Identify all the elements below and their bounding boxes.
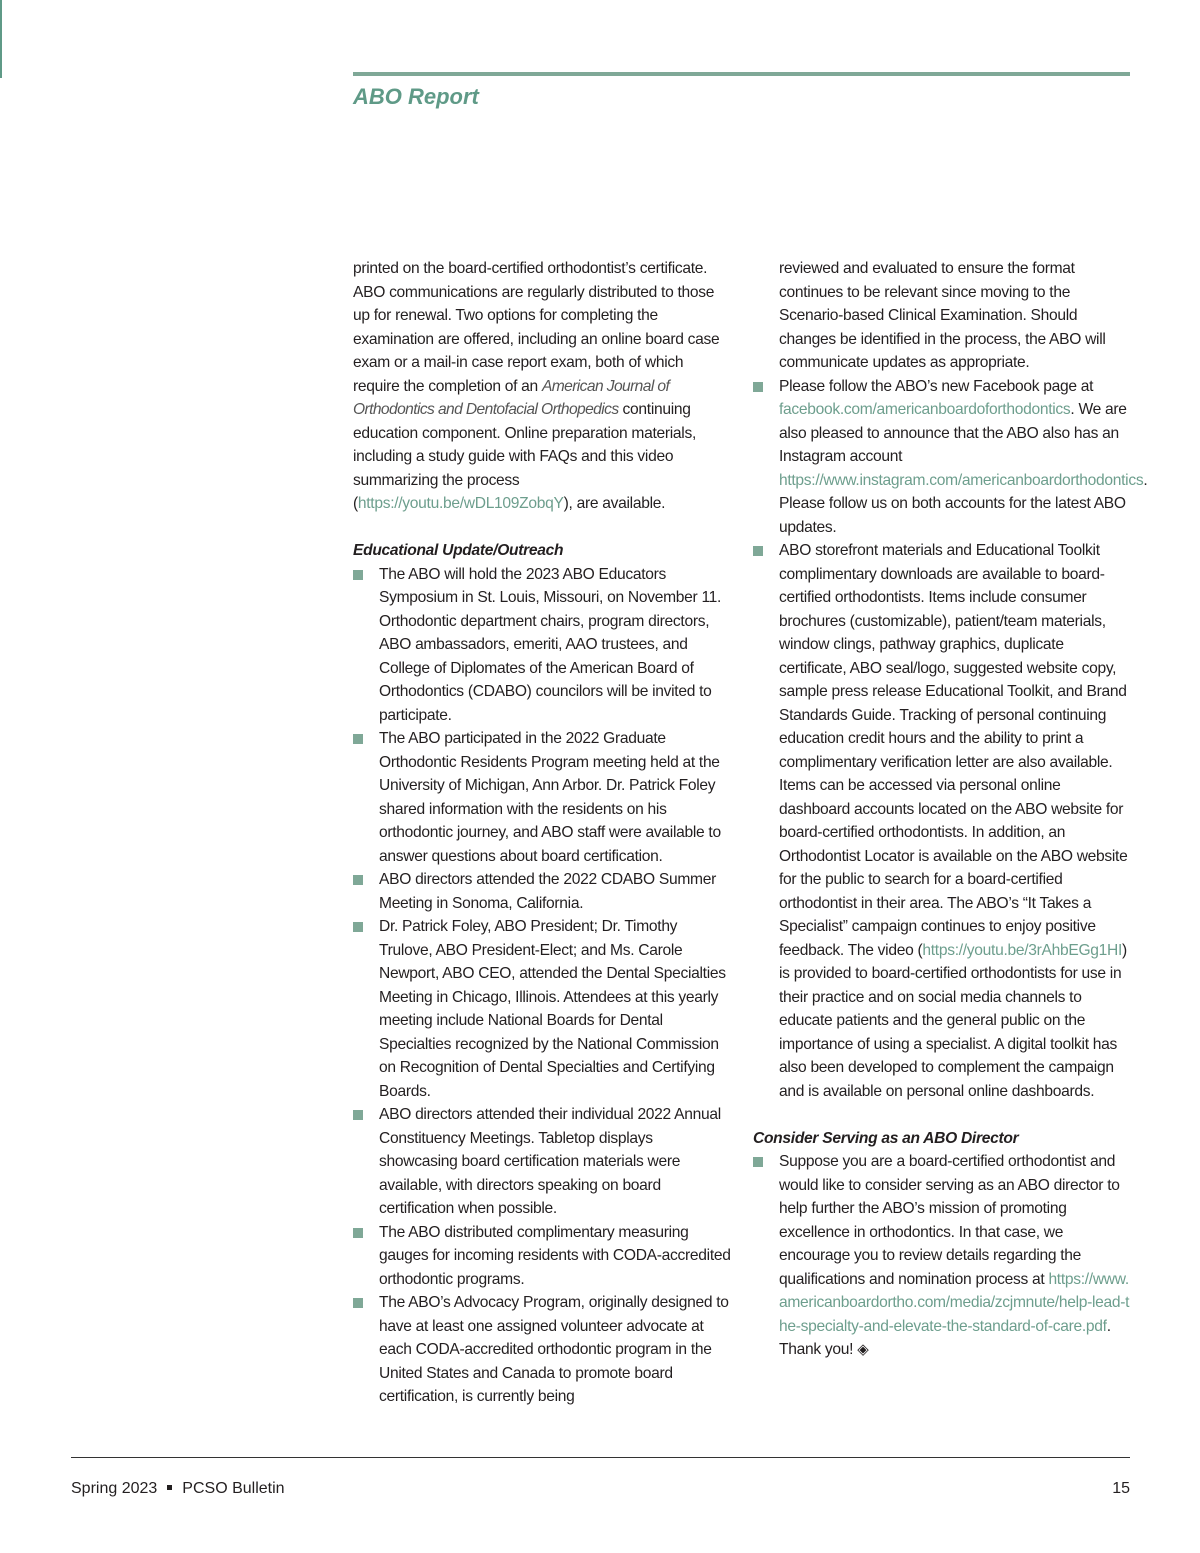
outreach-list — [753, 375, 1148, 1104]
bullet-square-icon — [353, 1110, 363, 1120]
header-rule — [353, 72, 1130, 76]
list-item: ABO directors attended their individual 2022 Annual Constituency Meetings. Tabletop displays showcasing board certification materials were available, with directors speaking on board certification when possible. — [353, 1103, 731, 1221]
list-item-director: Suppose you are a board-certified orthodontist and would like to consider serving as an ABO director to help further the ABO’s mission of promoting excellence in orthodontics. In that case, we encourage you to review details regarding the qualifications and nomination process at https://www.americanboardortho.com/media/zcjmnute/help-lead-the-specialty-and-elevate-the-standard-of-care.pdf. Thank you! ◈ — [753, 1150, 1133, 1362]
list-item: The ABO’s Advocacy Program, originally designed to have at least one assigned volunteer advocate at each CODA-accredited orthodontic program in the United States and Canada to promote board certification, is currently being — [353, 1291, 731, 1409]
end-of-article-icon: ◈ — [857, 1341, 869, 1358]
director-heading: Consider Serving as an ABO Director — [753, 1129, 1019, 1147]
list-item-storefront: ABO storefront materials and Educational Toolkit complimentary downloads are available to board-certified orthodontists. Items include consumer brochures (customizable), patient/team materials, window clings, pathway graphics, duplicate certificate, ABO seal/logo, suggested website copy, sample press release Educational Toolkit, and Brand Standards Guide. Tracking of personal continuing education credit hours and the ability to print a complimentary verification letter are also available. Items can be accessed via personal online dashboard accounts located on the ABO website for board-certified orthodontists. In addition, an Orthodontist Locator is available on the ABO website for the public to search for a board-certified orthodontist in their area. The ABO’s “It Takes a Specialist” campaign continues to enjoy positive feedback. The video (https://youtu.be/3rAhbEGg1HI) is provided to board-certified orthodontists for use in their practice and on social media channels to educate patients and the general public on the importance of using a specialist. A digital toolkit has also been developed to complement the campaign and is available on personal online dashboards. — [753, 539, 1133, 1103]
separator-square-icon — [167, 1485, 172, 1490]
facebook-link[interactable]: facebook.com/americanboardoforthodontics — [779, 401, 1071, 418]
list-item: The ABO will hold the 2023 ABO Educators Symposium in St. Louis, Missouri, on November 11. Orthodontic department chairs, program directors, ABO ambassadors, emeriti, AAO trustees, and College of Diplomates of the American Board of Orthodontics (CDABO) councilors will be invited to participate. — [353, 563, 731, 728]
educational-update-list — [353, 563, 731, 1409]
bullet-square-icon — [353, 734, 363, 744]
bullet-square-icon — [353, 922, 363, 932]
educational-update-heading: Educational Update/Outreach — [353, 542, 564, 559]
list-item-social: Please follow the ABO’s new Facebook page at facebook.com/americanboardoforthodontics. We are also pleased to announce that the ABO also has an Instagram account https://www.instagram.com/americanboardorthodontics. Please follow us on both accounts for the latest ABO updates. — [753, 375, 1133, 540]
footer-season: Spring 2023 — [71, 1480, 158, 1497]
right-column — [753, 257, 1148, 1362]
campaign-video-link[interactable]: https://youtu.be/3rAhbEGg1HI — [922, 941, 1123, 959]
intro-paragraph — [353, 257, 731, 516]
list-item: The ABO participated in the 2022 Graduate Orthodontic Residents Program meeting held at the University of Michigan, Ann Arbor. Dr. Patrick Foley shared information with the residents on his orthodontic journey, and ABO staff were available to answer questions about board certification. — [353, 727, 731, 868]
bullet-square-icon — [353, 1228, 363, 1238]
instagram-link[interactable]: https://www.instagram.com/americanboardorthodontics — [779, 471, 1144, 489]
left-column — [353, 257, 731, 1409]
page-number: 15 — [1112, 1480, 1130, 1497]
list-item: The ABO distributed complimentary measuring gauges for incoming residents with CODA-accredited orthodontic programs. — [353, 1221, 731, 1292]
director-list — [753, 1150, 1133, 1362]
bullet-square-icon — [353, 875, 363, 885]
margin-mark — [0, 0, 2, 78]
section-title: ABO Report — [353, 84, 479, 109]
list-item: Dr. Patrick Foley, ABO President; Dr. Timothy Trulove, ABO President-Elect; and Ms. Carole Newport, ABO CEO, attended the Dental Specialties Meeting in Chicago, Illinois. Attendees at this yearly meeting include National Boards for Dental Specialties recognized by the National Commission on Recognition of Dental Specialties and Certifying Boards. — [353, 915, 731, 1103]
footer-rule — [71, 1457, 1130, 1458]
intro-text-3: ), are available. — [563, 495, 666, 512]
footer-publication-name: PCSO Bulletin — [182, 1480, 285, 1497]
journal-title: American Journal of Orthodontics and Dentofacial Orthopedics — [353, 377, 670, 418]
director-nomination-link[interactable]: https://www.americanboardortho.com/media/zcjmnute/help-lead-the-specialty-and-elevate-the-standard-of-care.pdf — [779, 1270, 1130, 1335]
continuation-paragraph: reviewed and evaluated to ensure the format continues to be relevant since moving to the Scenario-based Clinical Examination. Should changes be identified in the process, the ABO will communicate updates as appropriate. — [779, 260, 1106, 371]
list-item: ABO directors attended the 2022 CDABO Summer Meeting in Sonoma, California. — [353, 868, 731, 915]
intro-text: printed on the board-certified orthodontist’s certificate. ABO communications are regularly distributed to those up for renewal. Two options for completing the examination are offered, including an online board case exam or a mail-in case report exam, both of which require the completion of an — [353, 260, 720, 395]
prep-video-link[interactable]: https://youtu.be/wDL109ZobqY — [357, 495, 564, 512]
intro-text-2: continuing education component. Online preparation materials, including a study guide with FAQs and this video summarizing the process ( — [353, 401, 697, 512]
bullet-square-icon — [353, 570, 363, 580]
footer-publication — [71, 1480, 285, 1498]
bullet-square-icon — [753, 1157, 763, 1167]
bullet-square-icon — [753, 382, 763, 392]
bullet-square-icon — [753, 546, 763, 556]
bullet-square-icon — [353, 1298, 363, 1308]
